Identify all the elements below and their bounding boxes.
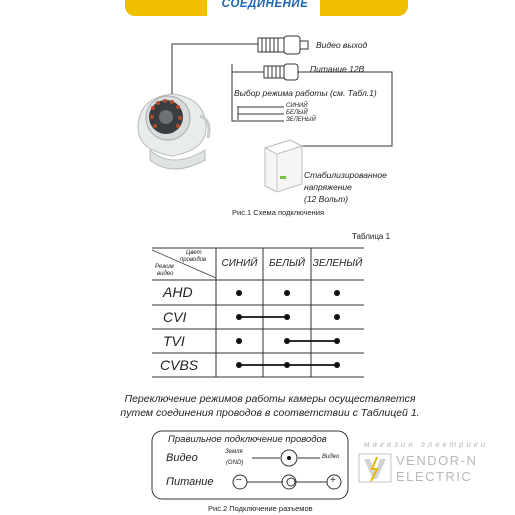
connector-diagram-title: Правильное подключение проводов [168, 434, 327, 445]
psu-label-line3: (12 Вольт) [304, 194, 349, 204]
watermark-logo-icon [358, 453, 392, 483]
video-output-label: Видео выход [316, 40, 368, 50]
figure1-caption: Рис.1 Схема подключения [232, 208, 325, 217]
column-header-white: БЕЛЫЙ [268, 258, 306, 269]
row-label-cvi: CVI [163, 309, 187, 325]
mode-select-label: Выбор режима работы (см. Табл.1) [234, 88, 377, 98]
wire-white-label: БЕЛЫЙ [286, 110, 308, 116]
watermark-shop: магазин электрики [364, 440, 489, 449]
figure2-caption: Рис.2 Подключение разъемов [208, 504, 313, 513]
power-connector-label: Питание [166, 476, 214, 488]
row-label-tvi: TVI [163, 333, 185, 349]
section-heading: СОЕДИНЕНИЕ [221, 0, 309, 10]
wire-blue-label: СИНИЙ [286, 103, 308, 109]
watermark-brand-1: VENDOR-N [396, 453, 478, 468]
psu-label-line1: Стабилизированное [304, 170, 387, 180]
video-label: Видео [166, 452, 198, 464]
watermark-brand-2: ELECTRIC [396, 469, 473, 484]
plus-sign: + [330, 475, 336, 486]
instruction-line-2: путем соединения проводов в соответствии с Таблицей 1. [120, 407, 420, 419]
row-label-ahd: AHD [163, 284, 193, 300]
table-corner-mode: Режим [155, 264, 174, 270]
table-title: Таблица 1 [352, 232, 391, 241]
column-header-blue: СИНИЙ [221, 258, 258, 269]
ground-gnd-label: (GND) [226, 460, 244, 466]
video-right-label: Видео [322, 454, 340, 460]
minus-sign: − [236, 475, 242, 486]
table-corner-wires: проводов [180, 257, 207, 263]
power-label: Питание 12В [310, 64, 365, 74]
row-label-cvbs: CVBS [160, 357, 199, 373]
column-header-green: ЗЕЛЕНЫЙ [312, 258, 363, 269]
table-corner-wire-color: Цвет [186, 250, 202, 256]
psu-label-line2: напряжение [304, 182, 352, 192]
ground-label: Земля [225, 449, 243, 455]
instruction-line-1: Переключение режимов работы камеры осуществляется [124, 393, 416, 405]
wire-green-label: ЗЕЛЕНЫЙ [286, 117, 316, 123]
table-corner-video: видео [157, 271, 174, 277]
